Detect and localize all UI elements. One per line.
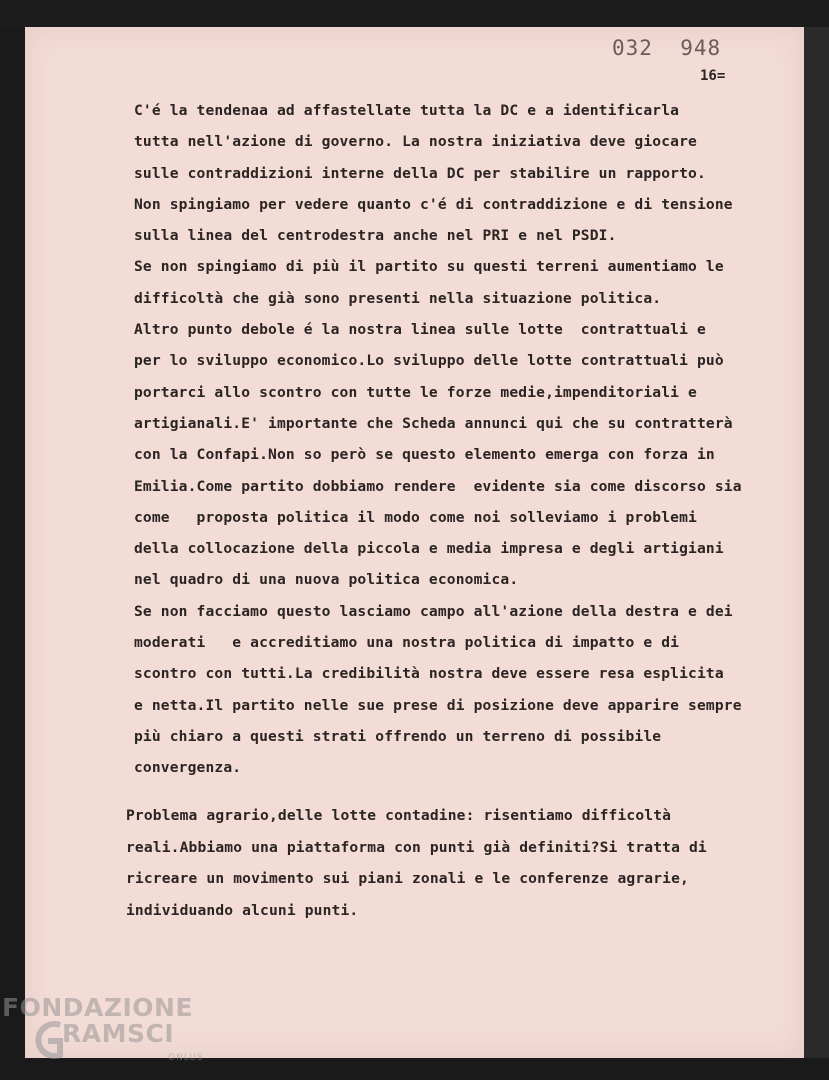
text-line: ricreare un movimento sui piani zonali e le conferenze agrarie,: [126, 870, 689, 887]
watermark-line-2: RAMSCI: [62, 1019, 175, 1048]
text-line: scontro con tutti.La credibilità nostra deve essere resa esplicita: [134, 665, 724, 683]
text-line: reali.Abbiamo una piattaforma con punti già definiti?Si tratta di: [126, 838, 707, 856]
scan-top-border: [0, 0, 829, 27]
text-line: più chiaro a questi strati offrendo un terreno di possibile: [134, 727, 662, 745]
text-line: convergenza.: [134, 759, 242, 777]
archive-stamp-number: 032 948: [612, 36, 722, 60]
text-line: come proposta politica il modo come noi solleviamo i problemi: [134, 508, 697, 526]
text-line: portarci allo scontro con tutte le forze medie,impenditoriali e: [134, 383, 697, 401]
text-line: nel quadro di una nuova politica economica.: [134, 571, 519, 589]
text-line: Emilia.Come partito dobbiamo rendere evidente sia come discorso sia: [134, 477, 742, 495]
text-line: sulla linea del centrodestra anche nel PRI e nel PSDI.: [134, 227, 617, 245]
text-line: individuando alcuni punti.: [126, 901, 359, 919]
text-line: tutta nell'azione di governo. La nostra iniziativa deve giocare: [134, 133, 697, 151]
gramsci-g-logo-icon: [30, 1015, 64, 1067]
paragraph-1: [134, 95, 789, 784]
text-line: Altro punto debole é la nostra linea sulle lotte contrattuali e: [134, 321, 706, 339]
text-line: difficoltà che già sono presenti nella situazione politica.: [134, 289, 662, 307]
text-line: sulle contraddizioni interne della DC per stabilire un rapporto.: [134, 164, 706, 182]
text-line: per lo sviluppo economico.Lo sviluppo delle lotte contrattuali può: [134, 352, 724, 370]
text-line: Se non facciamo questo lasciamo campo all'azione della destra e dei: [134, 602, 733, 620]
text-line: e netta.Il partito nelle sue prese di posizione deve apparire sempre: [134, 696, 742, 714]
text-line: Non spingiamo per vedere quanto c'é di contraddizione e di tensione: [134, 195, 733, 213]
watermark-line-3: ONLUS: [168, 1053, 204, 1063]
text-line: moderati e accreditiamo una nostra politica di impatto e di: [134, 634, 680, 652]
paragraph-2: [126, 800, 781, 926]
watermark-line-1: FONDAZIONE: [2, 993, 194, 1022]
text-line: della collocazione della piccola e media impresa e degli artigiani: [134, 540, 724, 558]
text-line: C'é la tendenaa ad affastellate tutta la DC e a identificarla: [134, 102, 680, 119]
text-line: artigianali.E' importante che Scheda annunci qui che su contratterà: [134, 414, 733, 432]
fondazione-gramsci-watermark: [0, 985, 220, 1075]
text-line: Se non spingiamo di più il partito su questi terreni aumentiamo le: [134, 258, 724, 276]
text-line: Problema agrario,delle lotte contadine: risentiamo difficoltà: [126, 807, 672, 824]
page-number: 16=: [700, 68, 726, 84]
text-line: con la Confapi.Non so però se questo elemento emerga con forza in: [134, 446, 715, 464]
scan-right-border: [804, 27, 829, 1058]
